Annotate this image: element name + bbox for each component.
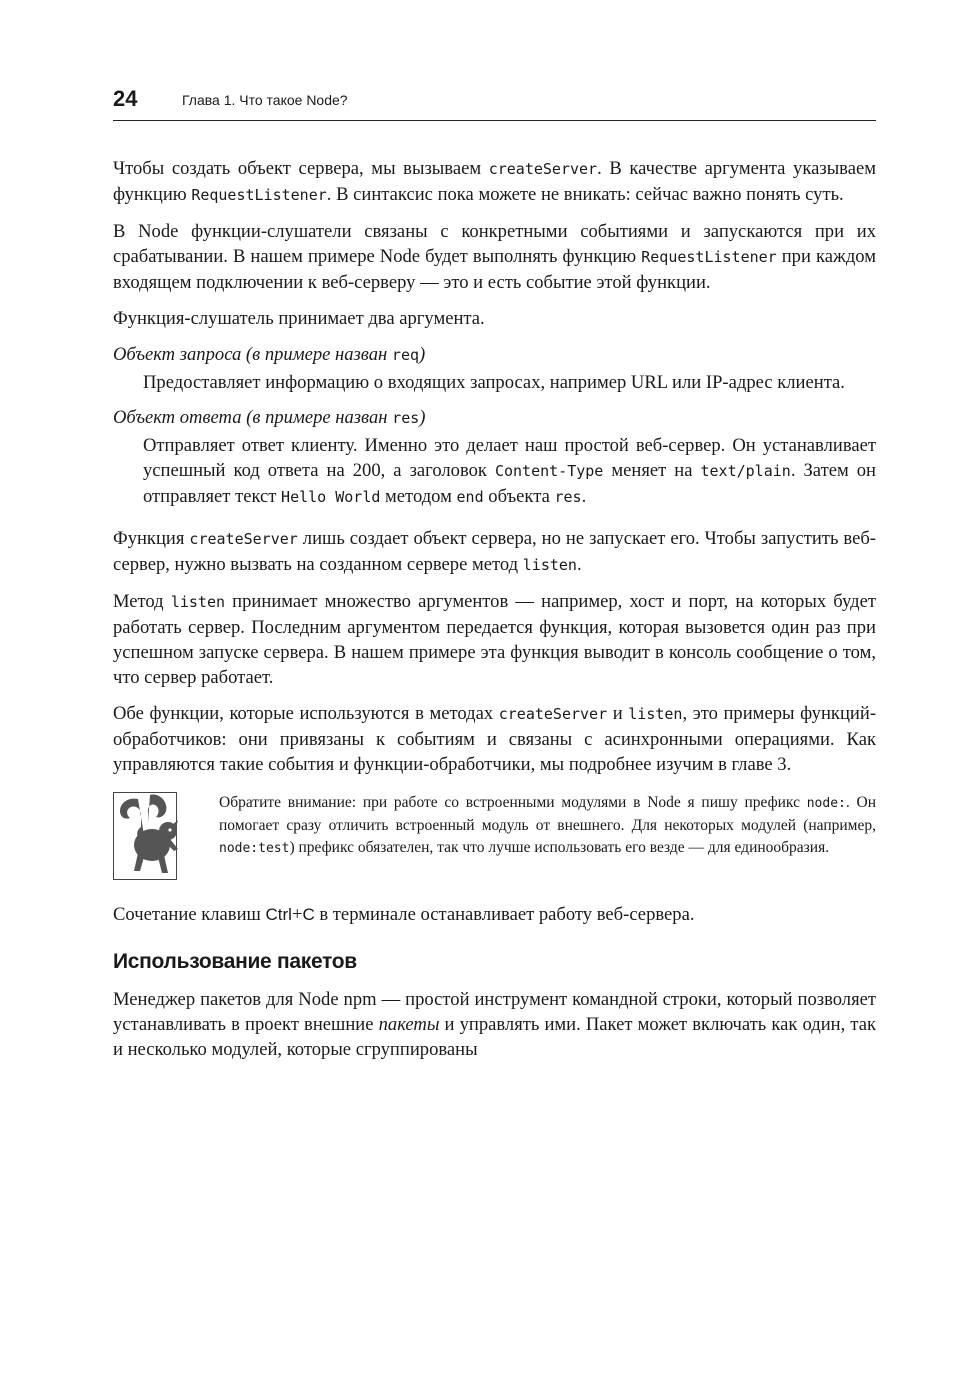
page-header [113, 86, 876, 121]
page-number: 24 [113, 86, 138, 111]
paragraph-5: Метод listen принимает множество аргументов — например, хост и порт, на которых будет работать сервер. Последним аргументом передается функция, которая вызовется один раз при успешном запуске сервера. В нашем примере эта функция выводит в консоль сообщение о том, что сервер работает. [113, 591, 877, 688]
key-c: C [302, 905, 315, 924]
paragraph-8: Менеджер пакетов для Node npm — простой инструмент командной строки, который позволяет устанавливать в проект внешние пакеты и управлять ими. Пакет может включать как один, так и несколько модулей, которые сгруппированы [113, 989, 876, 1060]
inline-code: createServer [498, 705, 608, 723]
paragraph-3: Функция-слушатель принимает два аргумента. [113, 308, 485, 329]
key-ctrl: Ctrl [265, 905, 292, 924]
paragraph-4: Функция createServer лишь создает объект сервера, но не запускает его. Чтобы запустить веб-сервер, нужно вызвать на созданном сервере метод listen. [113, 528, 876, 575]
note-block [113, 792, 876, 888]
inline-code: listen [170, 593, 226, 611]
page-body [113, 156, 876, 1073]
inline-code: Content-Type [494, 462, 604, 480]
inline-code: node:test [219, 841, 290, 856]
emphasis: пакеты [378, 1014, 440, 1035]
definition-request-object: Предоставляет информацию о входящих запросах, например URL или IP-адрес клиента. [143, 372, 845, 393]
running-head: Глава 1. Что такое Node? [182, 92, 348, 108]
inline-code: createServer [488, 160, 598, 178]
inline-code: res [554, 488, 582, 506]
paragraph-1: Чтобы создать объект сервера, мы вызываем createServer. В качестве аргумента указываем функцию RequestListener. В синтаксис пока можете не вникать: сейчас важно понять суть. [113, 158, 876, 205]
inline-code: createServer [189, 530, 298, 548]
paragraph-7: Сочетание клавиш Ctrl+C в терминале останавливает работу веб-сервера. [113, 904, 695, 925]
inline-code: RequestListener [191, 186, 327, 204]
lemur-illustration [108, 787, 188, 883]
inline-code: listen [628, 705, 683, 723]
inline-code: Hello World [281, 488, 381, 506]
term-request-object: Объект запроса (в примере назван req) [113, 344, 426, 365]
note-text: Обратите внимание: при работе со встроенными модулями в Node я пишу префикс node:. Он помогает сразу отличить встроенный модуль от внешнего. Для некоторых модулей (например, node:test) префикс обязателен, так что лучше использовать его везде — для единообразия. [219, 794, 876, 856]
inline-code: text/plain [700, 462, 791, 480]
term-response-object: Объект ответа (в примере назван res) [113, 407, 426, 428]
paragraph-2: В Node функции-слушатели связаны с конкретными событиями и запускаются при их срабатывании. В нашем примере Node будет выполнять функцию RequestListener при каждом входящем подключении к веб-серверу — это и есть событие этой функции. [113, 221, 876, 293]
inline-code: res [392, 409, 420, 427]
inline-code: RequestListener [641, 248, 777, 266]
inline-code: listen [522, 556, 577, 574]
inline-code: req [391, 346, 420, 364]
inline-code: end [456, 488, 484, 506]
definition-response-object: Отправляет ответ клиенту. Именно это делает наш простой веб-сервер. Он устанавливает успешный код ответа на 200, а заголовок Content-Type меняет на text/plain. Затем он отправляет текст Hello World методом end объекта res. [143, 435, 876, 507]
section-heading: Использование пакетов [113, 950, 357, 973]
lemur-icon [113, 792, 177, 880]
inline-code: node: [806, 796, 846, 811]
paragraph-6: Обе функции, которые используются в методах createServer и listen, это примеры функций-обработчиков: они привязаны к событиям и связаны с асинхронными операциями. Как управляются такие события и функции-обработчики, мы подробнее изучим в главе 3. [113, 703, 877, 775]
